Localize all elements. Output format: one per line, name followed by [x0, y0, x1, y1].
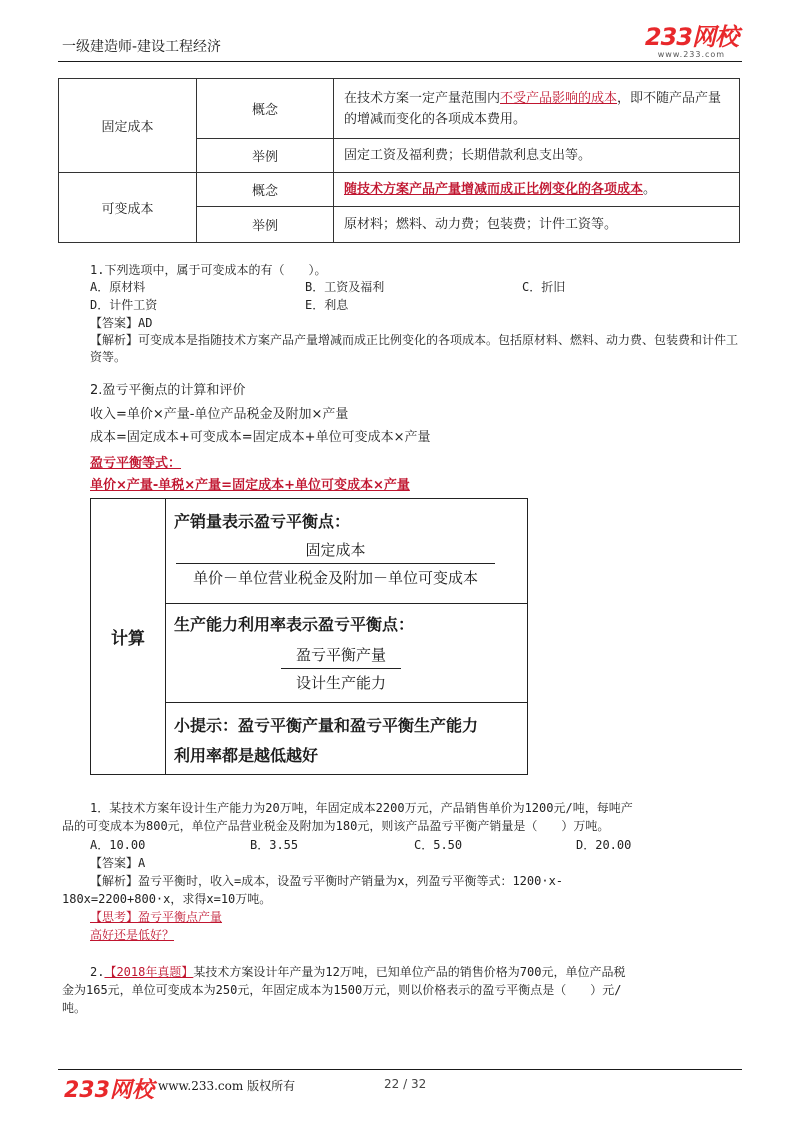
q1-option-c: C．折旧	[522, 280, 566, 294]
q2-option-c: C．5.50	[414, 838, 463, 852]
cost-formula: 成本=固定成本+可变成本=固定成本+单位可变成本×产量	[90, 430, 431, 445]
header-divider	[58, 61, 742, 62]
fraction-numerator: 固定成本	[305, 541, 366, 559]
calculation-box	[90, 498, 528, 775]
fixed-concept-text: 在技术方案一定产量范围内不受产品影响的成本，即不随产品产量的增减而变化的各项成本费用。	[334, 79, 740, 139]
breakeven-equation: 单价×产量-单税×产量=固定成本+单位可变成本×产量	[90, 478, 410, 493]
footer-copyright: www.233.com 版权所有	[158, 1079, 296, 1093]
q3-stem-2: 金为165元，单位可变成本为250元，年固定成本为1500万元，则以价格表示的盈亏平衡点是（ ）元/	[62, 983, 622, 997]
calc-cell-capacity	[166, 604, 527, 703]
calc-cell-output	[166, 499, 527, 604]
revenue-formula: 收入=单价×产量-单位产品税金及附加×产量	[90, 407, 349, 422]
fixed-concept-highlight: 不受产品影响的成本	[500, 90, 618, 106]
q2-answer: 【答案】A	[90, 856, 146, 870]
q3-stem-3: 吨。	[62, 1001, 87, 1015]
fraction-line	[176, 563, 495, 564]
q1-option-d: D．计件工资	[90, 298, 158, 312]
q2-think-1: 【思考】盈亏平衡点产量	[90, 910, 223, 924]
output-breakeven-fraction	[176, 539, 495, 588]
q1-analysis: 【解析】可变成本是指随技术方案产品产量增减而成正比例变化的各项成本。包括原材料、燃料、动力费、包装费和计件工资等。	[90, 333, 739, 364]
q1-answer: 【答案】AD	[90, 316, 153, 330]
capacity-breakeven-fraction	[281, 644, 401, 693]
fraction-denominator: 设计生产能力	[295, 674, 386, 692]
page-number: 22 / 32	[384, 1077, 427, 1091]
q2-analysis-2: 180x=2200+800·x，求得x=10万吨。	[62, 892, 272, 906]
variable-example-label: 举例	[197, 207, 334, 243]
section2-title: 2.盈亏平衡点的计算和评价	[90, 383, 246, 398]
fraction-numerator: 盈亏平衡产量	[295, 646, 386, 664]
fixed-concept-label: 概念	[197, 79, 334, 139]
q1-option-a: A．原材料	[90, 280, 146, 294]
logo-text: 233网校	[644, 23, 738, 51]
q3-stem-1: 2.【2018年真题】某技术方案设计年产量为12万吨，已知单位产品的销售价格为700元，单位产品税	[90, 965, 626, 979]
fixed-example-label: 举例	[197, 139, 334, 173]
q2-option-b: B．3.55	[250, 838, 299, 852]
variable-example-text: 原材料；燃料、动力费；包装费；计件工资等。	[334, 207, 740, 243]
variable-cost-name: 可变成本	[59, 173, 197, 243]
q2-option-d: D．20.00	[576, 838, 632, 852]
q1-stem: 1.下列选项中，属于可变成本的有（ ）。	[90, 263, 327, 277]
fixed-example-text: 固定工资及福利费；长期借款利息支出等。	[334, 139, 740, 173]
q2-option-a: A．10.00	[90, 838, 146, 852]
q2-analysis-1: 【解析】盈亏平衡时，收入=成本，设盈亏平衡时产销量为x，列盈亏平衡等式：1200·x-	[90, 874, 564, 888]
calc-label: 计算	[91, 499, 166, 774]
fraction-line	[281, 668, 401, 669]
q1-option-e: E．利息	[305, 298, 349, 312]
q2-stem-2: 品的可变成本为800元，单位产品营业税金及附加为180元，则该产品盈亏平衡产销量是（ ）万吨。	[62, 819, 610, 833]
variable-concept-text: 随技术方案产品产量增减而成正比例变化的各项成本。	[334, 173, 740, 207]
variable-concept-highlight: 随技术方案产品产量增减而成正比例变化的各项成本	[344, 182, 644, 197]
tip-line-2: 利用率都是越低越好	[174, 746, 319, 765]
q1-option-b: B．工资及福利	[305, 280, 385, 294]
q2-stem-1: 1．某技术方案年设计生产能力为20万吨，年固定成本2200万元，产品销售单价为1200元/吨，每吨产	[90, 801, 633, 815]
variable-concept-label: 概念	[197, 173, 334, 207]
capacity-breakeven-title: 生产能力利用率表示盈亏平衡点：	[174, 615, 415, 634]
page-header-title: 一级建造师-建设工程经济	[62, 39, 222, 55]
brand-logo	[645, 24, 738, 59]
footer-divider	[58, 1069, 742, 1070]
q3-exam-tag: 【2018年真题】	[104, 965, 194, 979]
footer-logo: 233网校	[64, 1078, 154, 1103]
logo-url: www.233.com	[657, 50, 726, 59]
q2-think-2: 高好还是低好？	[90, 928, 175, 942]
calc-cell-tip	[166, 703, 527, 774]
breakeven-eq-title: 盈亏平衡等式：	[90, 456, 182, 471]
fraction-denominator: 单价－单位营业税金及附加－单位可变成本	[192, 569, 478, 587]
tip-line-1: 小提示：盈亏平衡产量和盈亏平衡生产能力	[174, 716, 479, 735]
output-breakeven-title: 产销量表示盈亏平衡点：	[174, 512, 351, 531]
fixed-cost-name: 固定成本	[59, 79, 197, 173]
cost-definition-table	[58, 78, 740, 243]
